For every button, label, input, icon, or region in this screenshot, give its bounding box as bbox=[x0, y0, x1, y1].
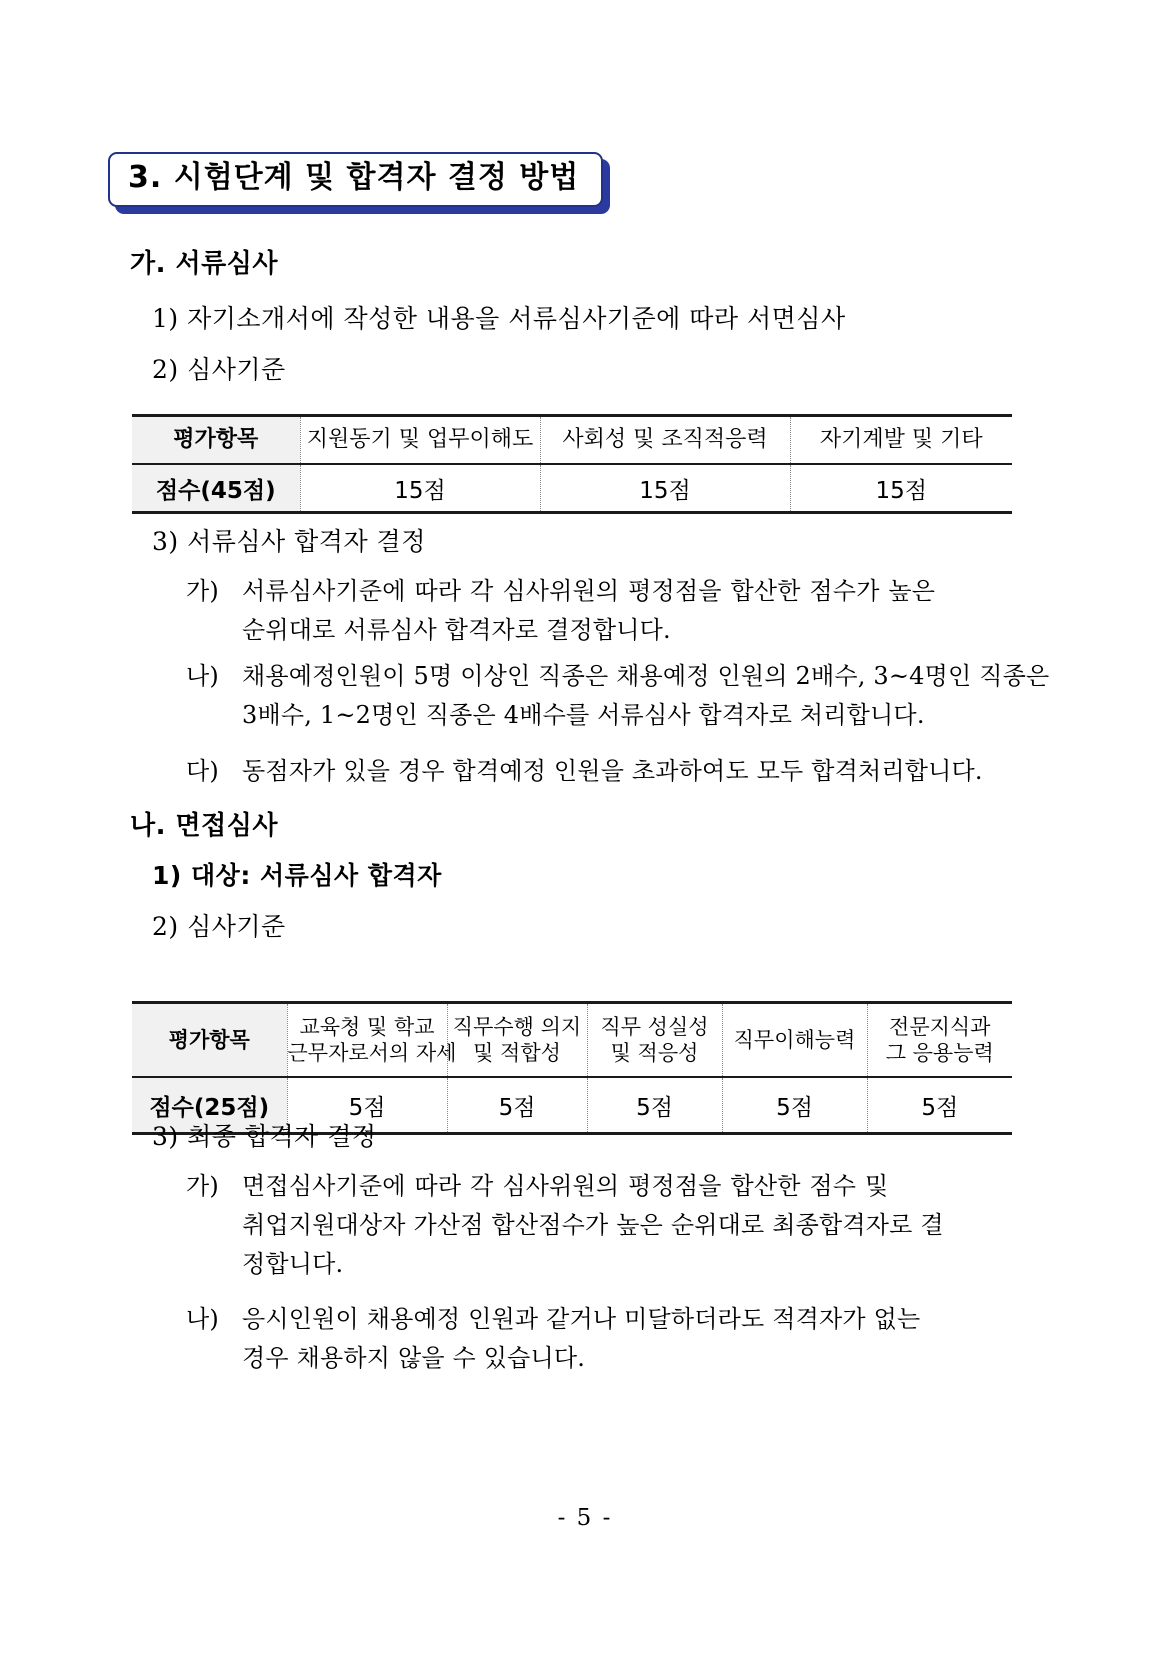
page-number: - 5 - bbox=[557, 1505, 613, 1531]
list-line: 응시인원이 채용예정 인원과 같거나 미달하더라도 적격자가 없는 bbox=[242, 1305, 921, 1333]
table-cell: 5점 bbox=[867, 1077, 1012, 1134]
table-header-cell bbox=[287, 1003, 457, 1078]
table-header-line: 및 적합성 bbox=[473, 1041, 561, 1065]
section-banner bbox=[108, 152, 603, 207]
section-a-item-3: 3) 서류심사 합격자 결정 bbox=[152, 527, 426, 556]
list-line: 3배수, 1~2명인 직종은 4배수를 서류심사 합격자로 처리합니다. bbox=[242, 700, 925, 729]
section-a-sub-item-da bbox=[186, 752, 1016, 791]
table-row-label: 점수(45점) bbox=[132, 464, 300, 513]
table-header-cell: 지원동기 및 업무이해도 bbox=[300, 416, 540, 465]
list-line: 정합니다. bbox=[242, 1249, 344, 1278]
section-banner-box bbox=[108, 152, 603, 207]
section-a-sub-item-ga bbox=[186, 572, 1016, 650]
list-line: 동점자가 있을 경우 합격예정 인원을 초과하여도 모두 합격처리합니다. bbox=[242, 757, 983, 785]
table-header-line: 그 응용능력 bbox=[885, 1041, 994, 1065]
table-header-cell: 평가항목 bbox=[132, 416, 300, 465]
list-body bbox=[242, 657, 1050, 735]
list-line: 경우 채용하지 않을 수 있습니다. bbox=[242, 1343, 586, 1372]
table-cell: 5점 bbox=[447, 1077, 587, 1134]
list-line: 면접심사기준에 따라 각 심사위원의 평정점을 합산한 점수 및 bbox=[242, 1172, 889, 1200]
table-interview-criteria bbox=[132, 1001, 1012, 1135]
section-b-sub-item-na bbox=[186, 1300, 1016, 1378]
table-cell: 15점 bbox=[540, 464, 790, 513]
list-line: 취업지원대상자 가산점 합산점수가 높은 순위대로 최종합격자로 결 bbox=[242, 1210, 944, 1239]
table-header-line: 근무자로서의 자세 bbox=[287, 1041, 457, 1065]
table-header-cell bbox=[867, 1003, 1012, 1078]
table-header-line: 전문지식과 bbox=[889, 1014, 991, 1039]
list-line: 순위대로 서류심사 합격자로 결정합니다. bbox=[242, 615, 671, 644]
section-b-item-2: 2) 심사기준 bbox=[152, 912, 286, 941]
table-header-cell: 자기계발 및 기타 bbox=[790, 416, 1012, 465]
table-header-cell bbox=[132, 1003, 287, 1078]
section-b-item-1: 1) 대상: 서류심사 합격자 bbox=[152, 861, 442, 890]
heading-section-b: 나. 면접심사 bbox=[130, 811, 279, 841]
list-line: 서류심사기준에 따라 각 심사위원의 평정점을 합산한 점수가 높은 bbox=[242, 577, 936, 605]
table-header-line: 직무수행 의지 bbox=[452, 1014, 582, 1039]
section-a-sub-item-na bbox=[186, 657, 1050, 735]
list-marker: 다) bbox=[186, 757, 219, 785]
table-header-cell bbox=[447, 1003, 587, 1078]
table-cell: 5점 bbox=[287, 1077, 447, 1134]
table-header-cell bbox=[587, 1003, 722, 1078]
list-body bbox=[242, 572, 1016, 650]
table-screening-criteria bbox=[132, 414, 1012, 514]
list-body bbox=[242, 752, 1016, 791]
table-header-line: 평가항목 bbox=[168, 1027, 250, 1052]
table-cell: 15점 bbox=[790, 464, 1012, 513]
list-marker: 가) bbox=[186, 577, 219, 605]
table-header-cell bbox=[722, 1003, 867, 1078]
table-row bbox=[132, 464, 1012, 513]
table-cell: 15점 bbox=[300, 464, 540, 513]
list-body bbox=[242, 1300, 1016, 1378]
list-line: 채용예정인원이 5명 이상인 직종은 채용예정 인원의 2배수, 3~4명인 직종은 bbox=[242, 662, 1050, 690]
section-b-sub-item-ga bbox=[186, 1167, 1016, 1284]
table-row-label: 점수(25점) bbox=[132, 1077, 287, 1134]
heading-section-a: 가. 서류심사 bbox=[130, 249, 279, 279]
list-marker: 나) bbox=[186, 1305, 219, 1333]
table-header-line: 교육청 및 학교 bbox=[299, 1014, 435, 1039]
list-marker: 가) bbox=[186, 1172, 219, 1200]
list-marker: 나) bbox=[186, 662, 219, 690]
section-a-item-2: 2) 심사기준 bbox=[152, 355, 286, 384]
table-header-cell: 사회성 및 조직적응력 bbox=[540, 416, 790, 465]
table-header-line: 직무이해능력 bbox=[733, 1027, 856, 1052]
table-row bbox=[132, 1003, 1012, 1078]
section-b-item-3: 3) 최종 합격자 결정 bbox=[152, 1122, 377, 1151]
table-cell: 5점 bbox=[587, 1077, 722, 1134]
table-row bbox=[132, 416, 1012, 465]
table-header-line: 직무 성실성 bbox=[600, 1014, 709, 1039]
section-banner-title: 3. 시험단계 및 합격자 결정 방법 bbox=[128, 160, 580, 195]
section-a-item-1: 1) 자기소개서에 작성한 내용을 서류심사기준에 따라 서면심사 bbox=[152, 304, 846, 333]
table-cell: 5점 bbox=[722, 1077, 867, 1134]
list-body bbox=[242, 1167, 1016, 1284]
table-header-line: 및 적응성 bbox=[610, 1041, 699, 1065]
